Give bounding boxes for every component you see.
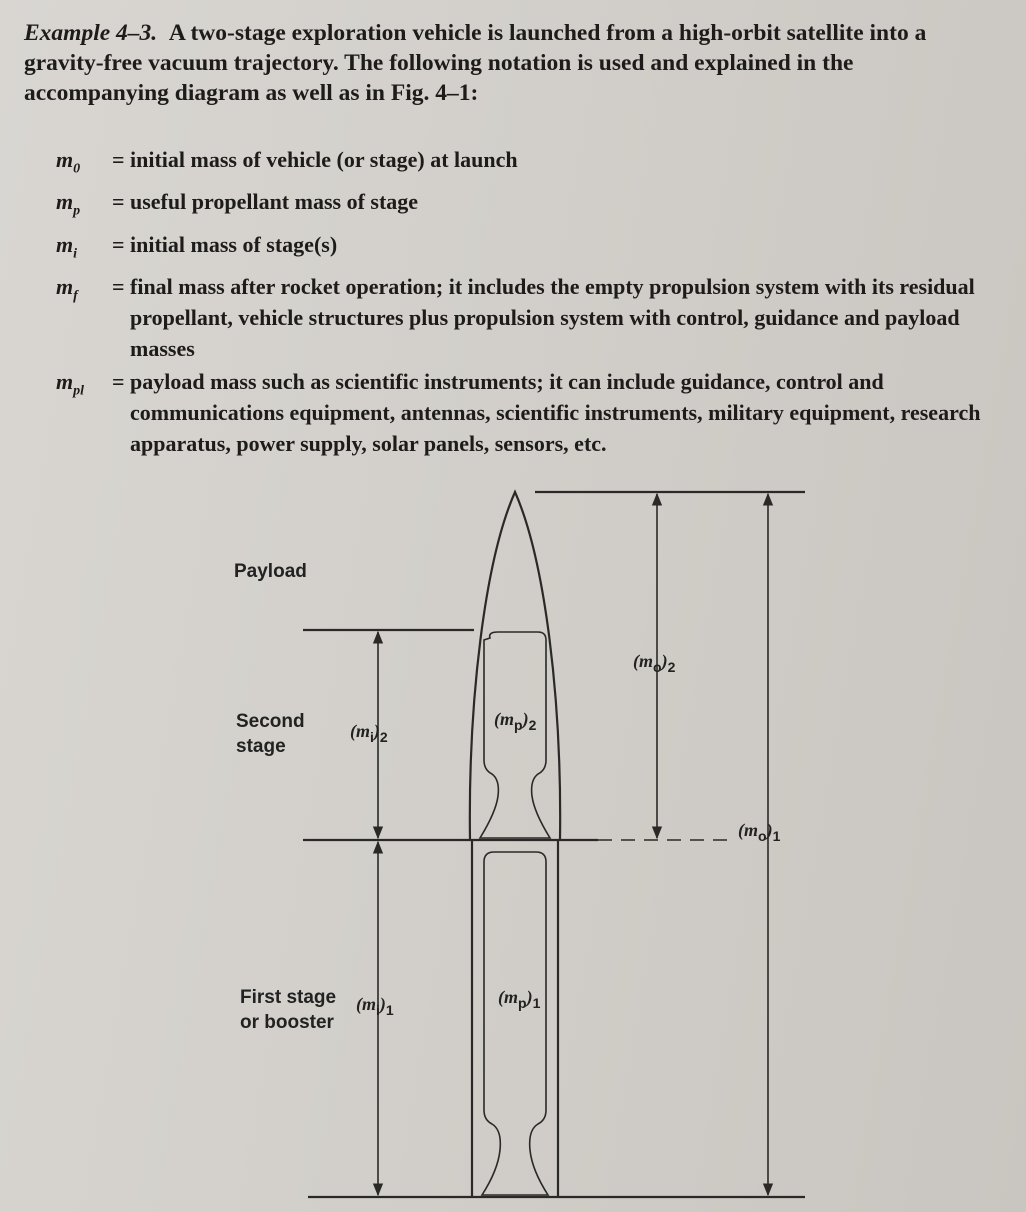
payload-label: Payload (234, 561, 307, 582)
definition-text: initial mass of stage(s) (130, 231, 338, 257)
first-stage-label-line1: First stage (240, 987, 337, 1008)
symbol-mp: $m_p$ (56, 189, 81, 219)
mi2-symbol: $(m_i)_2$ (350, 721, 388, 745)
definition-text: payload mass such as scientific instruments; it can include guidance, control and communications equipment, antennas, scientific instruments, military equipment, research apparatus, power supply, solar panels, sensors, etc. (130, 369, 981, 457)
second-stage-tank (480, 632, 550, 838)
definition-text: final mass after rocket operation; it includes the empty propulsion system with its residual propellant, vehicle structures plus propulsion system with control, guidance and payload masses (130, 274, 975, 362)
symbol-m0: $m_0$ (56, 147, 81, 177)
symbol-mpl: $m_{pl}$ (56, 369, 85, 399)
first-stage-tank (482, 852, 548, 1195)
second-stage-label-line2: stage (236, 736, 286, 757)
example-text: A two-stage exploration vehicle is launched from a high-orbit satellite into a gravity-free vacuum trajectory. The following notation is used and explained in the accompanying diagram as well as in Fig. 4–1: (24, 20, 927, 106)
mi1-symbol: $(m_i)_1$ (356, 994, 394, 1018)
definition-mp: $m_p$ = useful propellant mass of stage (56, 186, 1006, 226)
mp2-symbol: $(m_p)_2$ (494, 709, 537, 733)
definition-m0: $m_0$ = initial mass of vehicle (or stage) at launch (56, 144, 1006, 184)
mo2-symbol: $(m_o)_2$ (633, 651, 676, 675)
definition-mi: $m_i$ = initial mass of stage(s) (56, 229, 1006, 269)
definition-mf: $m_f$ = final mass after rocket operation; it includes the empty propulsion system with its residual propellant, vehicle structures plus propulsion system with control, guidance and payload masses (56, 271, 1006, 364)
symbol-mf: $m_f$ (56, 274, 78, 304)
example-label: Example 4–3. (24, 20, 158, 46)
mo1-symbol: $(m_o)_1$ (738, 820, 781, 844)
symbol-mi: $m_i$ (56, 231, 78, 262)
definition-mpl: $m_{pl}$ = payload mass such as scientific instruments; it can include guidance, control and communications equipment, antennas, scientific instruments, military equipment, research apparatus, power supply, solar panels, sensors, etc. (56, 366, 1006, 459)
mp1-symbol: $(m_p)_1$ (498, 987, 541, 1011)
first-stage-label-line2: or booster (240, 1012, 334, 1033)
definition-text: initial mass of vehicle (or stage) at launch (130, 147, 518, 172)
definition-text: useful propellant mass of stage (130, 189, 419, 215)
second-stage-label-line1: Second (236, 711, 305, 732)
